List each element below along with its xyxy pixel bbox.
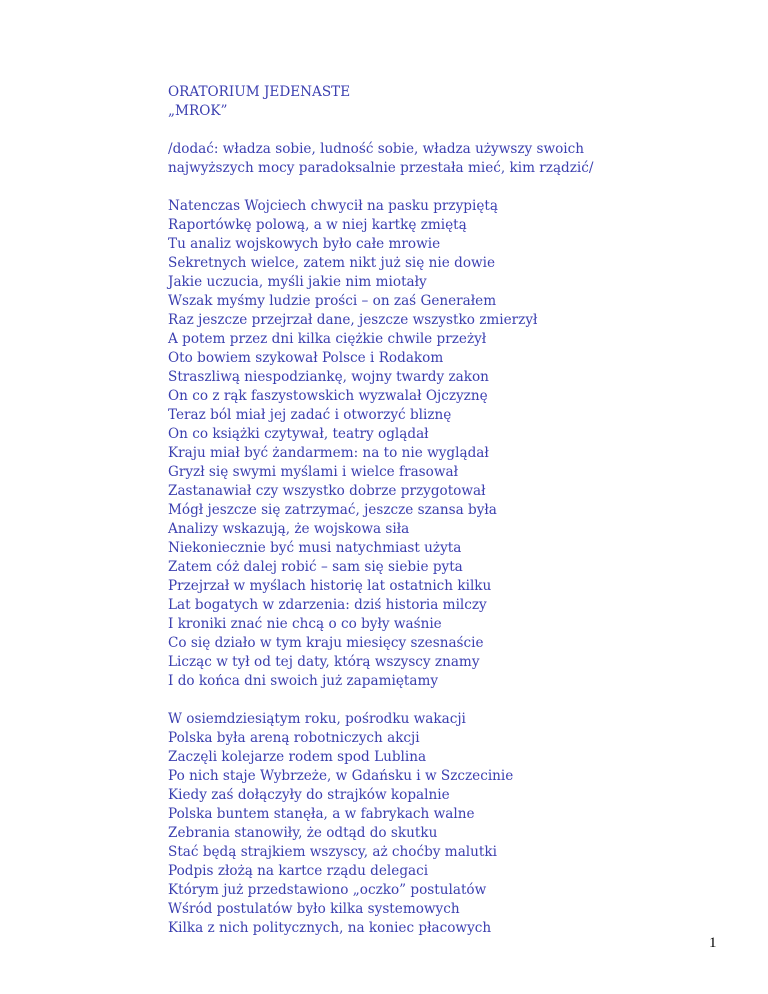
poem-line: I do końca dni swoich już zapamiętamy: [168, 673, 439, 689]
poem-line: Gryzł się swymi myślami i wielce frasował: [168, 464, 458, 480]
poem-line: Sekretnych wielce, zatem nikt już się nie dowie: [168, 255, 496, 271]
poem-line: Wśród postulatów było kilka systemowych: [168, 901, 460, 917]
poem-line: Niekoniecznie być musi natychmiast użyta: [168, 540, 462, 556]
poem-line: Wszak myśmy ludzie prości – on zaś Generałem: [168, 293, 497, 309]
poem-line: Straszliwą niespodziankę, wojny twardy zakon: [168, 369, 489, 385]
poem-line: Co się działo w tym kraju miesięcy szesnaście: [168, 635, 484, 651]
poem-line: On co z rąk faszystowskich wyzwalał Ojczyznę: [168, 388, 488, 404]
poem-line: W osiemdziesiątym roku, pośrodku wakacji: [168, 711, 466, 727]
poem-line: Lat bogatych w zdarzenia: dziś historia milczy: [168, 597, 487, 613]
poem-line: Raportówkę polową, a w niej kartkę zmiętą: [168, 217, 467, 233]
poem-line: Zebrania stanowiły, że odtąd do skutku: [168, 825, 438, 841]
poem-line: Którym już przedstawiono „oczko” postulatów: [168, 882, 487, 898]
poem-line: Zastanawiał czy wszystko dobrze przygotował: [168, 483, 486, 499]
poem-line: Polska była areną robotniczych akcji: [168, 730, 420, 746]
poem-line: Kraju miał być żandarmem: na to nie wyglądał: [168, 445, 489, 461]
page-number: 1: [709, 935, 717, 951]
stanza-2: [168, 710, 728, 938]
document-title: ORATORIUM JEDENASTE: [168, 84, 351, 100]
note-line: najwyższych mocy paradoksalnie przestała mieć, kim rządzić/: [168, 160, 594, 176]
poem-line: Licząc w tył od tej daty, którą wszyscy znamy: [168, 654, 480, 670]
spacer: [168, 691, 728, 710]
poem-line: Kilka z nich politycznych, na koniec płacowych: [168, 920, 492, 936]
poem-line: Raz jeszcze przejrzał dane, jeszcze wszystko zmierzył: [168, 312, 538, 328]
poem-line: I kroniki znać nie chcą o co były waśnie: [168, 616, 442, 632]
poem-line: A potem przez dni kilka ciężkie chwile przeżył: [168, 331, 487, 347]
spacer: [168, 178, 728, 197]
note-line: /dodać: władza sobie, ludność sobie, władza używszy swoich: [168, 141, 584, 157]
poem-line: Zatem cóż dalej robić – sam się siebie pyta: [168, 559, 463, 575]
document-subtitle: „MROK”: [168, 103, 228, 119]
poem-line: Teraz ból miał jej zadać i otworzyć bliznę: [168, 407, 452, 423]
poem-line: Polska buntem stanęła, a w fabrykach walne: [168, 806, 475, 822]
poem-line: Kiedy zaś dołączyły do strajków kopalnie: [168, 787, 450, 803]
poem-line: Oto bowiem szykował Polsce i Rodakom: [168, 350, 444, 366]
stanza-1: [168, 197, 728, 691]
poem-line: Podpis złożą na kartce rządu delegaci: [168, 863, 429, 879]
poem-line: Zaczęli kolejarze rodem spod Lublina: [168, 749, 427, 765]
poem-line: Mógł jeszcze się zatrzymać, jeszcze szansa była: [168, 502, 497, 518]
poem-line: Analizy wskazują, że wojskowa siła: [168, 521, 410, 537]
poem-line: Przejrzał w myślach historię lat ostatnich kilku: [168, 578, 492, 594]
spacer: [168, 121, 728, 140]
poem-line: Tu analiz wojskowych było całe mrowie: [168, 236, 441, 252]
poem-text: [168, 83, 728, 938]
poem-line: On co książki czytywał, teatry oglądał: [168, 426, 429, 442]
poem-line: Stać będą strajkiem wszyscy, aż choćby malutki: [168, 844, 497, 860]
poem-line: Po nich staje Wybrzeże, w Gdańsku i w Szczecinie: [168, 768, 514, 784]
poem-line: Natenczas Wojciech chwycił na pasku przypiętą: [168, 198, 498, 214]
poem-line: Jakie uczucia, myśli jakie nim miotały: [168, 274, 427, 290]
editorial-note: [168, 140, 728, 178]
